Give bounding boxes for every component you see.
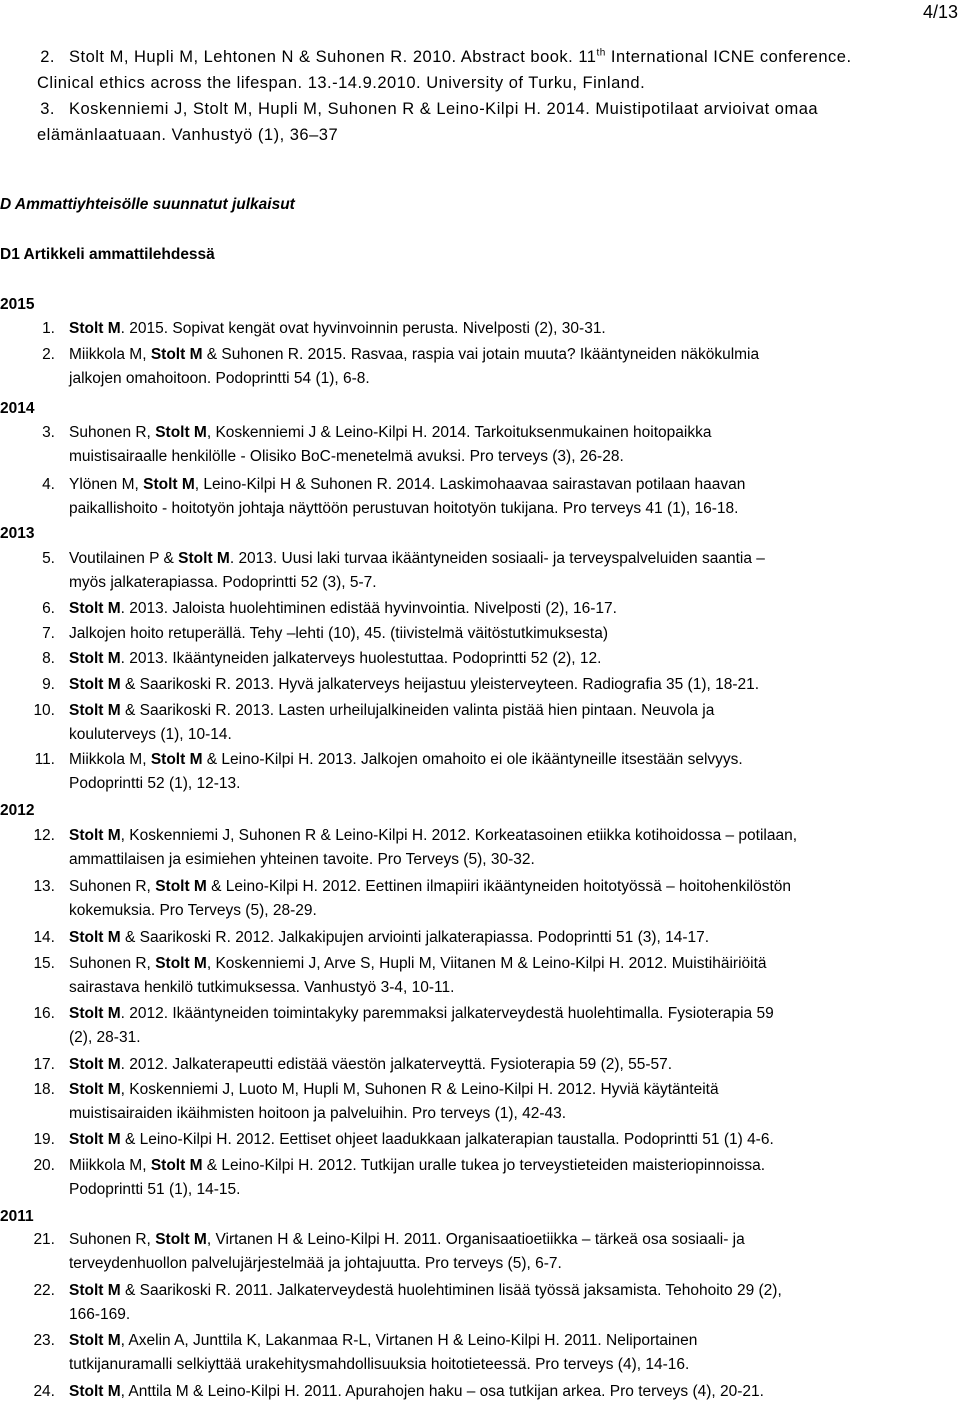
ref-text: . 2012. Jalkaterapeutti edistää väestön jalkaterveyttä. Fysioterapia 59 (2), 55-57. xyxy=(120,1056,673,1073)
ref-line-1: Koskenniemi J, Stolt M, Hupli M, Suhonen R & Leino-Kilpi H. 2014. Muistipotilaat arvioivat omaa xyxy=(69,100,819,118)
ref-text: Suhonen R, xyxy=(69,955,156,972)
ref-text: Ylönen M, xyxy=(69,476,144,493)
ref-line-2: Podoprintti 51 (1), 14-15. xyxy=(69,1181,241,1198)
ref-number: 2. xyxy=(40,48,55,66)
ref-line-1 xyxy=(69,346,940,364)
ref-author-highlight: Stolt M xyxy=(69,1131,121,1148)
reference-item xyxy=(0,929,960,953)
reference-item-continuation xyxy=(0,902,960,926)
ref-line-1 xyxy=(69,702,940,720)
ref-text: & Leino-Kilpi H. 2012. Eettiset ohjeet laadukkaan jalkaterapian taustalla. Podoprintti 51 (1) 4-6. xyxy=(120,1131,774,1148)
ref-number: 7. xyxy=(42,625,55,642)
ref-author-highlight: Stolt M xyxy=(69,1332,121,1349)
ref-text: Miikkola M, xyxy=(69,751,151,768)
reference-item xyxy=(0,1131,960,1155)
ref-line-1 xyxy=(69,751,940,769)
reference-item xyxy=(0,625,960,649)
ref-text: , Koskenniemi J, Arve S, Hupli M, Viitanen M & Leino-Kilpi H. 2012. Muistihäiriöitä xyxy=(206,955,767,972)
ref-line-1 xyxy=(69,476,940,494)
top-ref-3-line-2 xyxy=(0,126,960,150)
page-number: 4/13 xyxy=(922,2,958,22)
ref-line-1 xyxy=(69,424,940,442)
ref-author-highlight: Stolt M xyxy=(69,827,121,844)
year-heading: 2012 xyxy=(0,802,35,819)
ref-author-highlight: Stolt M xyxy=(155,1231,207,1248)
reference-item xyxy=(0,1332,960,1356)
ref-author-highlight: Stolt M xyxy=(69,1383,121,1400)
ref-author-highlight: Stolt M xyxy=(155,955,207,972)
reference-item-continuation xyxy=(0,370,960,394)
ref-line-2: myös jalkaterapiassa. Podoprintti 52 (3), 5-7. xyxy=(69,574,377,591)
ref-author-highlight: Stolt M xyxy=(69,600,121,617)
ref-line-2: kouluterveys (1), 10-14. xyxy=(69,726,232,743)
ref-line-1 xyxy=(69,878,940,896)
reference-item xyxy=(0,1081,960,1105)
reference-item-continuation xyxy=(0,1105,960,1129)
ref-line-2: sairastava henkilö tutkimuksessa. Vanhustyö 3-4, 10-11. xyxy=(69,979,455,996)
ref-text: , Virtanen H & Leino-Kilpi H. 2011. Organisaatioetiikka – tärkeä osa sosiaali- ja xyxy=(206,1231,745,1248)
ref-text: . 2013. Jaloista huolehtiminen edistää hyvinvointia. Nivelposti (2), 16-17. xyxy=(120,600,617,617)
ref-number: 23. xyxy=(33,1332,55,1349)
ref-author-highlight: Stolt M xyxy=(69,1081,121,1098)
ref-line-1 xyxy=(69,929,940,947)
reference-item-continuation xyxy=(0,979,960,1003)
ref-number: 15. xyxy=(33,955,55,972)
ref-line-2: 166-169. xyxy=(69,1306,131,1323)
ref-text: Miikkola M, xyxy=(69,1157,151,1174)
ref-number: 11. xyxy=(34,751,55,768)
reference-item-continuation xyxy=(0,1356,960,1380)
reference-item xyxy=(0,955,960,979)
reference-item-continuation xyxy=(0,1306,960,1330)
ref-line-2: Clinical ethics across the lifespan. 13.-14.9.2010. University of Turku, Finland. xyxy=(37,74,646,92)
ref-line-2: paikallishoito - hoitotyön johtaja näyttöön perustuvan hoitotyön tukijana. Pro terveys 41 (1), 16-18. xyxy=(69,500,739,517)
ref-text: , Koskenniemi J & Leino-Kilpi H. 2014. Tarkoituksenmukainen hoitopaikka xyxy=(206,424,712,441)
reference-item xyxy=(0,1005,960,1029)
reference-item-continuation xyxy=(0,1029,960,1053)
reference-item xyxy=(0,476,960,500)
ref-number: 5. xyxy=(42,550,55,567)
ref-text: Miikkola M, xyxy=(69,346,151,363)
ref-text: & Suhonen R. 2015. Rasvaa, raspia vai jotain muuta? Ikääntyneiden näkökulmia xyxy=(202,346,760,363)
ref-line-1 xyxy=(69,955,940,973)
ref-line-1 xyxy=(69,1282,940,1300)
ref-line-1 xyxy=(69,1157,940,1175)
ref-author-highlight: Stolt M xyxy=(150,751,203,768)
reference-item xyxy=(0,878,960,902)
ref-author-highlight: Stolt M xyxy=(69,676,121,693)
ref-number: 22. xyxy=(33,1282,55,1299)
section-heading: D Ammattiyhteisölle suunnatut julkaisut xyxy=(0,196,295,213)
reference-item xyxy=(0,1282,960,1306)
ref-text: Suhonen R, xyxy=(69,424,156,441)
ref-line-1 xyxy=(69,550,940,568)
ref-text: . 2013. Ikääntyneiden jalkaterveys huolestuttaa. Podoprintti 52 (2), 12. xyxy=(120,650,602,667)
reference-item xyxy=(0,600,960,624)
reference-item-continuation xyxy=(0,448,960,472)
ref-author-highlight: Stolt M xyxy=(155,424,207,441)
ref-line-1 xyxy=(69,320,940,338)
ref-number: 8. xyxy=(42,650,55,667)
ref-author-highlight: Stolt M xyxy=(69,320,121,337)
ref-number: 14. xyxy=(33,929,55,946)
ref-number: 2. xyxy=(42,346,55,363)
ref-text: . 2012. Ikääntyneiden toimintakyky paremmaksi jalkaterveydestä huolehtimalla. Fysioterapia 59 xyxy=(120,1005,774,1022)
ref-line-2: muistisairaiden ikäihmisten hoitoon ja palveluihin. Pro terveys (1), 42-43. xyxy=(69,1105,567,1122)
reference-item xyxy=(0,346,960,370)
ref-number: 21. xyxy=(33,1231,55,1248)
reference-item-continuation xyxy=(0,726,960,750)
reference-item xyxy=(0,424,960,448)
ref-number: 9. xyxy=(42,676,55,693)
ref-number: 19. xyxy=(33,1131,55,1148)
ref-line-2: tutkijanuramalli selkiyttää urakehitysmahdollisuuksia hoitotieteessä. Pro terveys (4), 14-16. xyxy=(69,1356,690,1373)
reference-item-continuation xyxy=(0,574,960,598)
ref-text: & Leino-Kilpi H. 2012. Tutkijan uralle tukea jo terveystieteiden maisteriopinnoissa. xyxy=(202,1157,766,1174)
ref-text: & Saarikoski R. 2013. Lasten urheilujalkineiden valinta pistää hien pintaan. Neuvola ja xyxy=(120,702,715,719)
ref-number: 3. xyxy=(42,424,55,441)
ref-line-1: Stolt M, Hupli M, Lehtonen N & Suhonen R. 2010. Abstract book. 11th International ICNE conference. xyxy=(69,47,852,66)
year-heading: 2015 xyxy=(0,296,35,313)
ref-line-1 xyxy=(69,827,940,845)
ref-author-highlight: Stolt M xyxy=(143,476,195,493)
ref-text: Voutilainen P & xyxy=(69,550,179,567)
ref-author-highlight: Stolt M xyxy=(155,878,207,895)
ref-number: 24. xyxy=(33,1383,55,1400)
reference-item-continuation xyxy=(0,775,960,799)
ref-number: 12. xyxy=(33,827,55,844)
ref-number: 3. xyxy=(40,100,55,118)
reference-item xyxy=(0,320,960,344)
ref-line-1 xyxy=(69,625,940,643)
reference-item-continuation xyxy=(0,1181,960,1205)
ref-line-2: elämänlaatuaan. Vanhustyö (1), 36–37 xyxy=(37,126,339,144)
ref-line-1 xyxy=(69,1056,940,1074)
ref-line-1 xyxy=(69,1005,940,1023)
ref-text: , Axelin A, Junttila K, Lakanmaa R-L, Virtanen H & Leino-Kilpi H. 2011. Neliportainen xyxy=(120,1332,698,1349)
reference-item xyxy=(0,1383,960,1407)
ref-number: 17. xyxy=(33,1056,55,1073)
ref-text: Jalkojen hoito retuperällä. Tehy –lehti (10), 45. (tiivistelmä väitöstutkimuksesta) xyxy=(69,625,609,642)
year-heading: 2011 xyxy=(0,1208,34,1225)
ref-text: Suhonen R, xyxy=(69,878,156,895)
reference-item xyxy=(0,550,960,574)
ref-author-highlight: Stolt M xyxy=(69,1056,121,1073)
ref-author-highlight: Stolt M xyxy=(69,929,121,946)
ref-text: , Koskenniemi J, Luoto M, Hupli M, Suhonen R & Leino-Kilpi H. 2012. Hyviä käytänteitä xyxy=(120,1081,719,1098)
ref-text: & Leino-Kilpi H. 2013. Jalkojen omahoito ei ole ikääntyneille itsestään selvyys. xyxy=(202,751,743,768)
reference-item-continuation xyxy=(0,1255,960,1279)
ref-text: . 2015. Sopivat kengät ovat hyvinvoinnin perusta. Nivelposti (2), 30-31. xyxy=(120,320,606,337)
ref-number: 4. xyxy=(42,476,55,493)
reference-item xyxy=(0,650,960,674)
subsection-heading: D1 Artikkeli ammattilehdessä xyxy=(0,246,215,263)
reference-item xyxy=(0,751,960,775)
ref-line-2: muistisairaalle henkilölle - Olisiko BoC-menetelmä avuksi. Pro terveys (3), 26-28. xyxy=(69,448,624,465)
reference-item xyxy=(0,702,960,726)
top-ref-3 xyxy=(0,100,960,124)
year-heading: 2014 xyxy=(0,400,35,417)
ref-text: , Anttila M & Leino-Kilpi H. 2011. Apurahojen haku – osa tutkijan arkea. Pro terveys (4), 20-21. xyxy=(120,1383,764,1400)
ref-author-highlight: Stolt M xyxy=(69,702,121,719)
ref-text: , Leino-Kilpi H & Suhonen R. 2014. Laskimohaavaa sairastavan potilaan haavan xyxy=(194,476,746,493)
ref-number: 16. xyxy=(33,1005,55,1022)
ref-number: 18. xyxy=(33,1081,55,1098)
ref-line-1 xyxy=(69,600,940,618)
ref-number: 20. xyxy=(33,1157,55,1174)
ref-line-2: jalkojen omahoitoon. Podoprintti 54 (1), 6-8. xyxy=(69,370,370,387)
ref-text: & Saarikoski R. 2013. Hyvä jalkaterveys heijastuu yleisterveyteen. Radiografia 35 (1), 18-21. xyxy=(120,676,760,693)
ref-text: , Koskenniemi J, Suhonen R & Leino-Kilpi H. 2012. Korkeatasoinen etiikka kotihoidossa – potilaan, xyxy=(120,827,798,844)
ref-line-2: kokemuksia. Pro Terveys (5), 28-29. xyxy=(69,902,317,919)
ref-line-1 xyxy=(69,676,940,694)
ref-text: & Saarikoski R. 2011. Jalkaterveydestä huolehtiminen lisää työssä jaksamista. Tehohoito 29 (2), xyxy=(120,1282,782,1299)
reference-item-continuation xyxy=(0,851,960,875)
ref-number: 10. xyxy=(33,702,55,719)
reference-item xyxy=(0,827,960,851)
reference-item xyxy=(0,1157,960,1181)
ref-number: 6. xyxy=(42,600,55,617)
ref-line-1 xyxy=(69,1332,940,1350)
ref-line-2: terveydenhuollon palvelujärjestelmää ja johtajuutta. Pro terveys (5), 6-7. xyxy=(69,1255,562,1272)
ref-line-2: (2), 28-31. xyxy=(69,1029,141,1046)
ref-line-1 xyxy=(69,1383,940,1401)
ref-number: 13. xyxy=(33,878,55,895)
ref-text: & Saarikoski R. 2012. Jalkakipujen arviointi jalkaterapiassa. Podoprintti 51 (3), 14-17. xyxy=(120,929,710,946)
top-ref-2-line-2 xyxy=(0,74,960,98)
ref-author-highlight: Stolt M xyxy=(150,346,203,363)
ref-text: Suhonen R, xyxy=(69,1231,156,1248)
ref-author-highlight: Stolt M xyxy=(150,1157,203,1174)
reference-item xyxy=(0,676,960,700)
ref-line-1 xyxy=(69,1081,940,1099)
ref-line-2: ammattilaisen ja esimiehen yhteinen tavoite. Pro Terveys (5), 30-32. xyxy=(69,851,535,868)
ref-line-1 xyxy=(69,1231,940,1249)
ref-line-1 xyxy=(69,1131,940,1149)
ref-line-1 xyxy=(69,650,940,668)
ref-line-2: Podoprintti 52 (1), 12-13. xyxy=(69,775,241,792)
ref-number: 1. xyxy=(42,320,55,337)
ref-author-highlight: Stolt M xyxy=(69,1005,121,1022)
top-ref-2 xyxy=(0,48,960,72)
ref-author-highlight: Stolt M xyxy=(69,1282,121,1299)
ref-text: . 2013. Uusi laki turvaa ikääntyneiden sosiaali- ja terveyspalveluiden saantia – xyxy=(229,550,765,567)
reference-item xyxy=(0,1056,960,1080)
ref-author-highlight: Stolt M xyxy=(69,650,121,667)
reference-item xyxy=(0,1231,960,1255)
reference-item-continuation xyxy=(0,500,960,524)
year-heading: 2013 xyxy=(0,525,35,542)
ref-author-highlight: Stolt M xyxy=(178,550,230,567)
ref-text: & Leino-Kilpi H. 2012. Eettinen ilmapiiri ikääntyneiden hoitotyössä – hoitohenkilöstön xyxy=(206,878,792,895)
